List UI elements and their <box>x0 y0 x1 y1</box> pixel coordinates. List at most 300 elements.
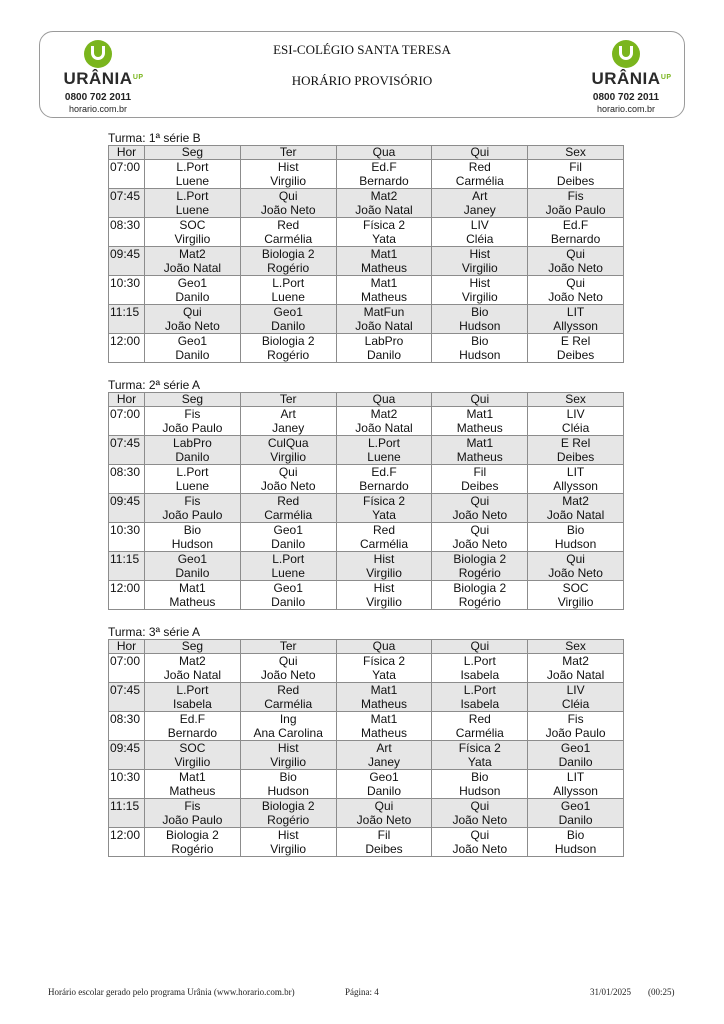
subject: Hist <box>469 247 491 261</box>
teacher: Virgilio <box>270 842 307 856</box>
teacher: Hudson <box>554 537 597 551</box>
subject: Mat1 <box>466 436 494 450</box>
teacher: Luene <box>271 290 305 304</box>
logo-site: horario.com.br <box>596 104 656 114</box>
teacher: Yata <box>372 668 396 682</box>
teacher: Rogério <box>267 261 310 275</box>
class-cell <box>145 552 241 581</box>
logo-wordmark: URÂNIA UP <box>63 69 144 88</box>
subject: Hist <box>277 741 299 755</box>
teacher: Allysson <box>553 319 598 333</box>
table-row <box>109 523 624 552</box>
subject: Fis <box>184 407 201 421</box>
column-header: Seg <box>145 393 241 407</box>
teacher: João Natal <box>163 668 222 682</box>
teacher: Virgilio <box>174 755 211 769</box>
time-cell: 07:00 <box>109 160 145 189</box>
subject: Mat2 <box>370 407 398 421</box>
subject: Red <box>372 523 395 537</box>
column-header: Qui <box>432 146 528 160</box>
teacher: João Natal <box>355 319 413 333</box>
table-row <box>109 160 624 189</box>
subject: LIT <box>566 465 585 479</box>
subject: Geo1 <box>273 305 303 319</box>
teacher: Virgilio <box>366 595 402 609</box>
class-cell <box>240 552 336 581</box>
subject: L.Port <box>176 160 209 174</box>
class-cell <box>528 305 624 334</box>
class-cell <box>240 741 336 770</box>
teacher: Cléia <box>466 232 494 246</box>
table-row <box>109 436 624 465</box>
subject: LIV <box>566 683 585 697</box>
class-cell <box>528 654 624 683</box>
class-cell <box>336 494 432 523</box>
teacher: João Paulo <box>162 508 223 522</box>
subject: L.Port <box>176 189 209 203</box>
class-cell <box>528 581 624 610</box>
subject: SOC <box>179 218 206 232</box>
class-cell <box>336 581 432 610</box>
subject: Biologia 2 <box>453 552 507 566</box>
class-cell <box>528 741 624 770</box>
subject: Geo1 <box>369 770 399 784</box>
class-cell <box>528 218 624 247</box>
teacher: Hudson <box>459 784 501 798</box>
subject: Física 2 <box>362 218 405 232</box>
page-header <box>39 31 685 118</box>
table-row <box>109 247 624 276</box>
teacher: Rogério <box>458 566 501 580</box>
teacher: Matheus <box>360 290 407 304</box>
class-cell <box>145 189 241 218</box>
subject: Red <box>277 494 300 508</box>
class-cell <box>145 334 241 363</box>
subject: Qui <box>566 247 585 261</box>
class-cell <box>528 465 624 494</box>
time-cell: 10:30 <box>109 770 145 799</box>
subject: Ing <box>279 712 297 726</box>
class-cell <box>145 741 241 770</box>
teacher: Danilo <box>175 348 210 362</box>
class-cell <box>432 828 528 857</box>
table-row <box>109 218 624 247</box>
subject: Física 2 <box>362 654 405 668</box>
class-cell <box>432 436 528 465</box>
subject: Biologia 2 <box>453 581 507 595</box>
teacher: Danilo <box>175 450 210 464</box>
class-cell <box>145 494 241 523</box>
subject: Biologia 2 <box>166 828 219 842</box>
subject: Qui <box>470 828 490 842</box>
teacher: Rogério <box>267 348 310 362</box>
subject: Mat1 <box>370 683 398 697</box>
teacher: João Natal <box>355 421 413 435</box>
teacher: João Natal <box>546 668 605 682</box>
teacher: Janey <box>463 203 496 217</box>
subject: Geo1 <box>560 741 591 755</box>
class-cell <box>432 770 528 799</box>
subject: Biologia 2 <box>261 799 315 813</box>
class-cell <box>528 552 624 581</box>
class-cell <box>145 218 241 247</box>
teacher: Luene <box>271 566 305 580</box>
time-cell: 07:45 <box>109 683 145 712</box>
subject: Geo1 <box>177 552 208 566</box>
teacher: Janey <box>272 421 305 435</box>
teacher: Yata <box>467 755 492 769</box>
class-cell <box>336 465 432 494</box>
time-cell: 09:45 <box>109 247 145 276</box>
column-header: Hor <box>109 146 145 160</box>
teacher: Hudson <box>459 319 501 333</box>
teacher: Virgilio <box>461 261 498 275</box>
column-header: Sex <box>528 640 624 654</box>
teacher: Virgilio <box>270 174 307 188</box>
teacher: João Neto <box>548 261 603 275</box>
teacher: Matheus <box>169 784 216 798</box>
time-cell: 07:45 <box>109 436 145 465</box>
class-cell <box>432 247 528 276</box>
class-cell <box>528 712 624 741</box>
teacher: Ana Carolina <box>253 726 323 740</box>
class-cell <box>432 683 528 712</box>
subject: Bio <box>183 523 202 537</box>
table-row <box>109 305 624 334</box>
class-cell <box>336 770 432 799</box>
time-cell: 10:30 <box>109 523 145 552</box>
teacher: João Neto <box>356 813 412 827</box>
subject: Fil <box>473 465 487 479</box>
class-cell <box>240 334 336 363</box>
subject: Mat2 <box>562 494 589 508</box>
logo-phone: 0800 702 2011 <box>64 92 132 103</box>
class-cell <box>336 741 432 770</box>
table-row <box>109 828 624 857</box>
class-cell <box>240 523 336 552</box>
teacher: Hudson <box>267 784 309 798</box>
teacher: João Neto <box>452 508 508 522</box>
teacher: Matheus <box>456 450 503 464</box>
teacher: Hudson <box>459 348 501 362</box>
subject: Hist <box>373 581 395 595</box>
teacher: Isabela <box>460 668 500 682</box>
subject: Mat1 <box>179 770 206 784</box>
teacher: Matheus <box>360 261 407 275</box>
subject: Mat1 <box>370 712 398 726</box>
subject: Fis <box>567 189 584 203</box>
teacher: Isabela <box>173 697 212 711</box>
column-header: Hor <box>109 393 145 407</box>
subject: Art <box>280 407 296 421</box>
subject: Mat2 <box>370 189 398 203</box>
teacher: Bernardo <box>167 726 218 740</box>
table-row <box>109 189 624 218</box>
teacher: Virgilio <box>366 566 402 580</box>
column-header: Qua <box>336 146 432 160</box>
class-cell <box>240 494 336 523</box>
table-row <box>109 334 624 363</box>
class-cell <box>240 436 336 465</box>
class-cell <box>432 465 528 494</box>
class-cell <box>145 770 241 799</box>
header-row <box>109 146 624 160</box>
class-cell <box>336 523 432 552</box>
teacher: João Paulo <box>545 203 606 217</box>
class-cell <box>240 218 336 247</box>
teacher: João Neto <box>548 566 603 580</box>
subject: Fil <box>377 828 391 842</box>
subject: Qui <box>566 276 585 290</box>
teacher: Virgilio <box>270 450 307 464</box>
subject: Mat2 <box>179 247 206 261</box>
class-cell <box>432 581 528 610</box>
turma-section <box>108 625 623 857</box>
subject: Qui <box>278 189 298 203</box>
class-cell <box>336 683 432 712</box>
class-cell <box>432 741 528 770</box>
class-cell <box>528 799 624 828</box>
teacher: Danilo <box>271 595 306 609</box>
teacher: Virgilio <box>174 232 211 246</box>
subject: CulQua <box>267 436 309 450</box>
teacher: Bernardo <box>359 174 409 188</box>
class-cell <box>336 552 432 581</box>
time-cell: 08:30 <box>109 465 145 494</box>
time-cell: 11:15 <box>109 552 145 581</box>
header-row <box>109 640 624 654</box>
time-cell: 10:30 <box>109 276 145 305</box>
teacher: João Paulo <box>162 421 223 435</box>
subject: Fis <box>184 494 201 508</box>
column-header: Seg <box>145 146 241 160</box>
subject: SOC <box>562 581 589 595</box>
table-row <box>109 741 624 770</box>
teacher: Carmélia <box>264 697 313 711</box>
subject: Ed.F <box>562 218 589 232</box>
teacher: Hudson <box>554 842 597 856</box>
column-header: Ter <box>240 393 336 407</box>
subject: L.Port <box>176 465 209 479</box>
table-row <box>109 581 624 610</box>
subject: Qui <box>470 799 490 813</box>
class-cell <box>240 407 336 436</box>
class-cell <box>528 247 624 276</box>
class-cell <box>240 712 336 741</box>
subject: Mat1 <box>370 247 398 261</box>
subject: Qui <box>566 552 585 566</box>
subject: Bio <box>566 523 585 537</box>
class-cell <box>528 189 624 218</box>
class-cell <box>145 305 241 334</box>
class-cell <box>528 276 624 305</box>
subject: Qui <box>278 654 298 668</box>
subject: L.Port <box>367 436 400 450</box>
class-cell <box>528 523 624 552</box>
teacher: Danilo <box>366 784 401 798</box>
table-row <box>109 712 624 741</box>
subject: Fis <box>184 799 201 813</box>
class-cell <box>336 160 432 189</box>
class-cell <box>336 712 432 741</box>
subject: LIV <box>566 407 585 421</box>
class-cell <box>336 334 432 363</box>
teacher: Bernardo <box>359 479 409 493</box>
teacher: Carmélia <box>455 726 504 740</box>
time-cell: 12:00 <box>109 828 145 857</box>
class-cell <box>528 828 624 857</box>
subject: E Rel <box>560 436 591 450</box>
class-cell <box>145 654 241 683</box>
teacher: Virgilio <box>461 290 498 304</box>
class-cell <box>432 407 528 436</box>
subject: Mat2 <box>562 654 589 668</box>
class-cell <box>432 334 528 363</box>
time-cell: 08:30 <box>109 712 145 741</box>
teacher: Carmélia <box>359 537 408 551</box>
teacher: Allysson <box>553 479 598 493</box>
subject: Fil <box>569 160 582 174</box>
subject: Hist <box>277 828 299 842</box>
column-header: Sex <box>528 146 624 160</box>
teacher: Cléia <box>561 697 590 711</box>
turma-label: Turma: 3ª série A <box>108 625 201 639</box>
subject: Física 2 <box>458 741 501 755</box>
class-cell <box>240 581 336 610</box>
class-cell <box>145 581 241 610</box>
column-header: Seg <box>145 640 241 654</box>
table-row <box>109 276 624 305</box>
class-cell <box>528 160 624 189</box>
subject: Bio <box>566 828 585 842</box>
subject: Qui <box>183 305 202 319</box>
column-header: Qui <box>432 640 528 654</box>
logo-site: horario.com.br <box>68 104 128 114</box>
table-row <box>109 494 624 523</box>
class-cell <box>240 770 336 799</box>
subject: Geo1 <box>177 276 208 290</box>
subject: Geo1 <box>273 523 303 537</box>
class-cell <box>240 465 336 494</box>
subject: Mat1 <box>466 407 494 421</box>
column-header: Ter <box>240 640 336 654</box>
time-cell: 09:45 <box>109 741 145 770</box>
class-cell <box>432 712 528 741</box>
class-cell <box>528 334 624 363</box>
class-cell <box>336 654 432 683</box>
logo-phone: 0800 702 2011 <box>592 92 660 103</box>
turma-section <box>108 131 623 363</box>
class-cell <box>145 247 241 276</box>
class-cell <box>145 160 241 189</box>
subject: E Rel <box>560 334 591 348</box>
turma-label: Turma: 1ª série B <box>108 131 201 145</box>
table-row <box>109 654 624 683</box>
subject: Mat1 <box>370 276 398 290</box>
teacher: Danilo <box>558 813 593 827</box>
column-header: Hor <box>109 640 145 654</box>
teacher: Allysson <box>553 784 598 798</box>
class-cell <box>336 189 432 218</box>
teacher: João Natal <box>163 261 222 275</box>
subject: L.Port <box>463 683 496 697</box>
subject: L.Port <box>176 683 209 697</box>
class-cell <box>145 799 241 828</box>
class-cell <box>240 654 336 683</box>
time-cell: 09:45 <box>109 494 145 523</box>
teacher: Carmélia <box>264 232 313 246</box>
subject: LIT <box>566 770 585 784</box>
subject: Biologia 2 <box>261 334 315 348</box>
column-header: Ter <box>240 146 336 160</box>
school-title: ESI-COLÉGIO SANTA TERESA <box>273 42 451 57</box>
class-cell <box>528 683 624 712</box>
class-cell <box>240 799 336 828</box>
subject: Bio <box>279 770 297 784</box>
teacher: Janey <box>367 755 400 769</box>
class-cell <box>432 218 528 247</box>
subject: SOC <box>179 741 206 755</box>
teacher: Danilo <box>175 290 210 304</box>
class-cell <box>528 494 624 523</box>
subject: Qui <box>374 799 394 813</box>
teacher: Danilo <box>366 348 401 362</box>
class-cell <box>432 305 528 334</box>
subject: Geo1 <box>273 581 303 595</box>
time-cell: 07:00 <box>109 654 145 683</box>
footer-date: 31/01/2025 <box>590 987 632 997</box>
subject: L.Port <box>272 552 305 566</box>
class-cell <box>145 828 241 857</box>
subject: Art <box>376 741 392 755</box>
subject: Bio <box>471 305 489 319</box>
subject: Qui <box>278 465 298 479</box>
class-cell <box>432 654 528 683</box>
teacher: Rogério <box>267 813 310 827</box>
teacher: Deibes <box>556 348 595 362</box>
schedule-table <box>108 145 624 363</box>
turma-label: Turma: 2ª série A <box>108 378 201 392</box>
teacher: João Paulo <box>545 726 606 740</box>
urania-globe-icon <box>610 38 642 70</box>
teacher: Rogério <box>171 842 214 856</box>
class-cell <box>432 189 528 218</box>
class-cell <box>145 407 241 436</box>
class-cell <box>240 160 336 189</box>
teacher: Luene <box>175 174 210 188</box>
subject: LIT <box>566 305 585 319</box>
teacher: Danilo <box>558 755 593 769</box>
table-row <box>109 683 624 712</box>
column-header: Qua <box>336 393 432 407</box>
subject: Mat2 <box>179 654 206 668</box>
teacher: Matheus <box>456 421 503 435</box>
teacher: Deibes <box>461 479 499 493</box>
subject: Art <box>472 189 488 203</box>
teacher: Yata <box>372 508 396 522</box>
subject: Qui <box>470 523 490 537</box>
subject: Ed.F <box>179 712 206 726</box>
subject: Física 2 <box>362 494 405 508</box>
class-cell <box>145 436 241 465</box>
schedule-table <box>108 639 624 857</box>
class-cell <box>145 523 241 552</box>
teacher: João Neto <box>452 813 508 827</box>
subject: Fis <box>567 712 584 726</box>
subject: Bio <box>471 334 489 348</box>
teacher: Hudson <box>171 537 214 551</box>
subject: Geo1 <box>560 799 591 813</box>
